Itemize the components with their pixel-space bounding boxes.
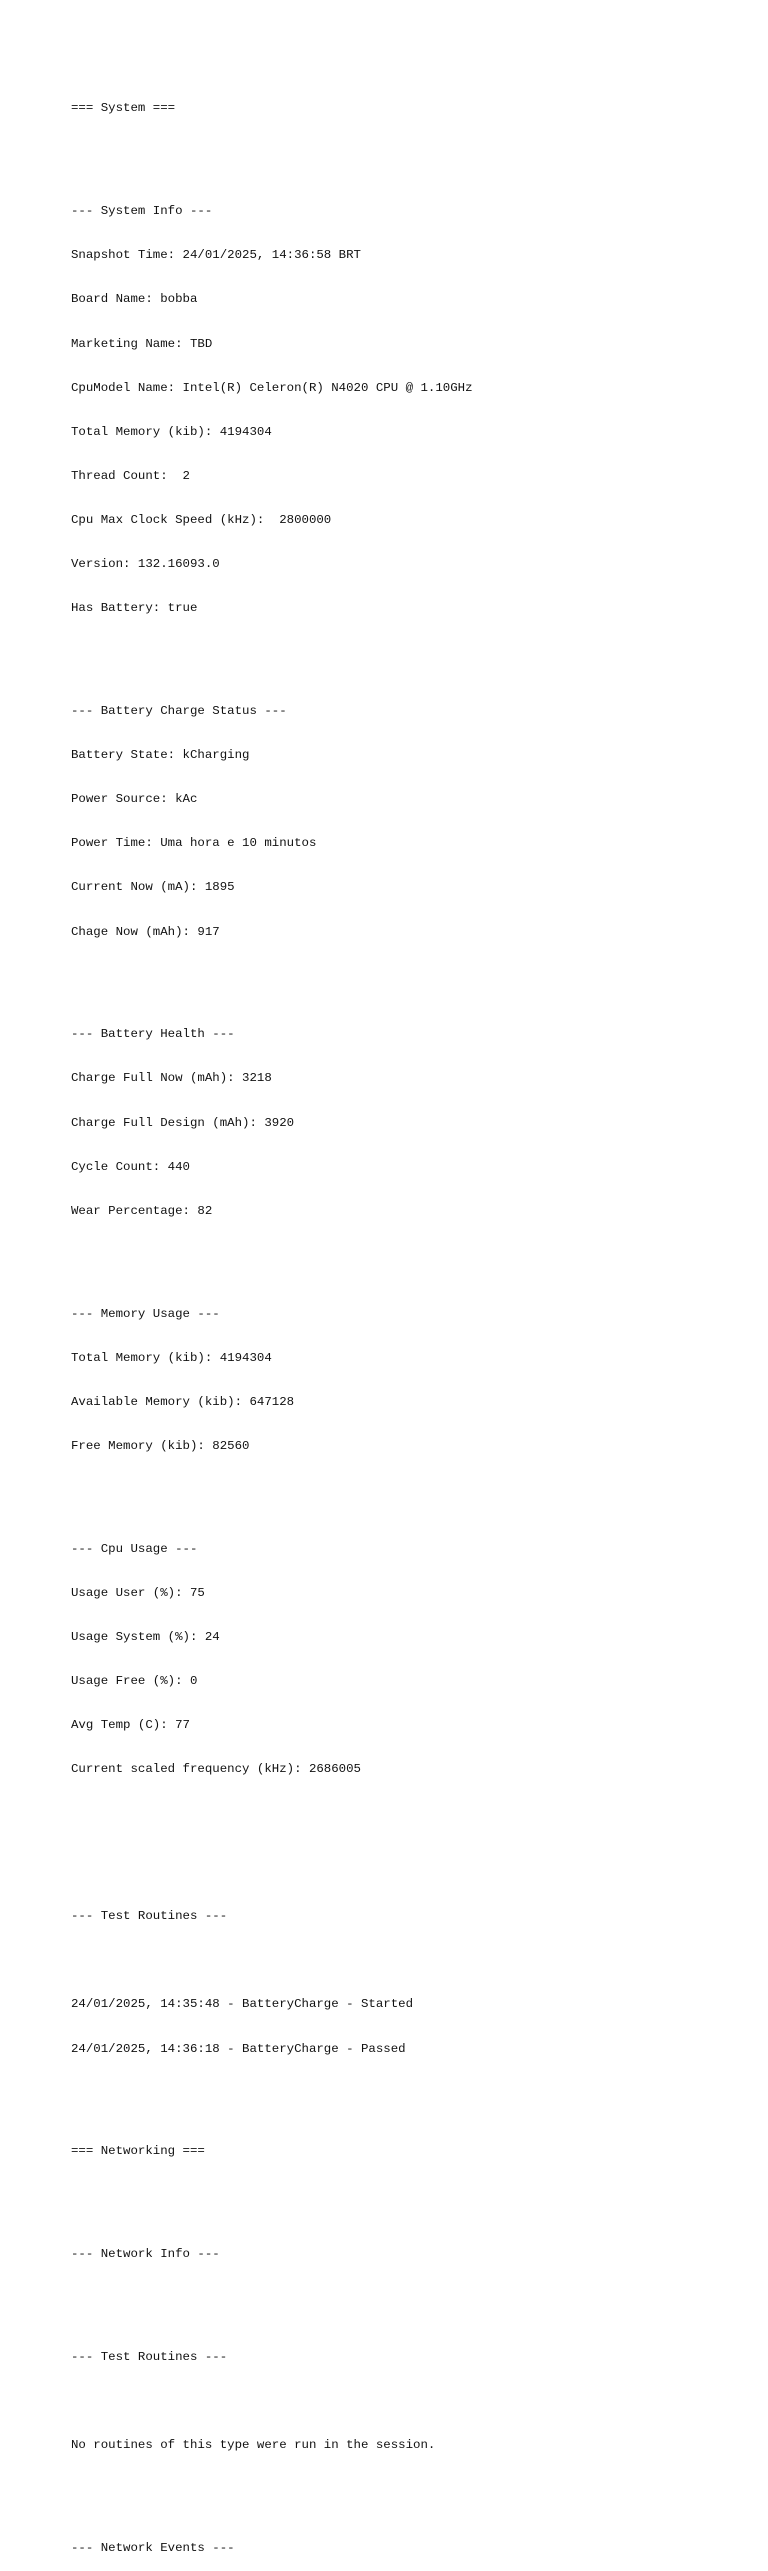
diagnostics-report bbox=[71, 72, 751, 2571]
cpu-model-name: CpuModel Name: Intel(R) Celeron(R) N4020 CPU @ 1.10GHz bbox=[71, 380, 473, 395]
charge-full-design: Charge Full Design (mAh): 3920 bbox=[71, 1115, 295, 1130]
total-memory: Total Memory (kib): 4194304 bbox=[71, 424, 272, 439]
usage-free: Usage Free (%): 0 bbox=[71, 1674, 198, 1689]
no-routines-message: No routines of this type were run in the session. bbox=[71, 2438, 436, 2453]
routine-entry: 24/01/2025, 14:36:18 - BatteryCharge - Passed bbox=[71, 2041, 406, 2056]
avg-temp: Avg Temp (C): 77 bbox=[71, 1718, 190, 1733]
spacer bbox=[71, 2394, 751, 2409]
usage-user: Usage User (%): 75 bbox=[71, 1585, 205, 1600]
spacer bbox=[71, 969, 751, 984]
network-test-routines-heading: --- Test Routines --- bbox=[71, 2350, 228, 2365]
memory-usage-heading: --- Memory Usage --- bbox=[71, 1306, 220, 1321]
spacer bbox=[71, 146, 751, 161]
system-info-heading: --- System Info --- bbox=[71, 204, 213, 219]
cpu-max-clock: Cpu Max Clock Speed (kHz): 2800000 bbox=[71, 512, 332, 527]
board-name: Board Name: bobba bbox=[71, 292, 198, 307]
spacer bbox=[71, 2086, 751, 2101]
charge-full-now: Charge Full Now (mAh): 3218 bbox=[71, 1071, 272, 1086]
memory-total: Total Memory (kib): 4194304 bbox=[71, 1350, 272, 1365]
spacer bbox=[71, 1806, 751, 1821]
battery-state: Battery State: kCharging bbox=[71, 748, 250, 763]
system-test-routines-heading: --- Test Routines --- bbox=[71, 1909, 228, 1924]
spacer bbox=[71, 2291, 751, 2306]
spacer bbox=[71, 1850, 751, 1865]
network-info-heading: --- Network Info --- bbox=[71, 2247, 220, 2262]
network-events-heading: --- Network Events --- bbox=[71, 2541, 235, 2556]
charge-now: Chage Now (mAh): 917 bbox=[71, 924, 220, 939]
usage-system: Usage System (%): 24 bbox=[71, 1630, 220, 1645]
spacer bbox=[71, 645, 751, 660]
wear-percentage: Wear Percentage: 82 bbox=[71, 1203, 213, 1218]
spacer bbox=[71, 1953, 751, 1968]
thread-count: Thread Count: 2 bbox=[71, 468, 190, 483]
scaled-frequency: Current scaled frequency (kHz): 2686005 bbox=[71, 1762, 361, 1777]
spacer bbox=[71, 1248, 751, 1263]
version: Version: 132.16093.0 bbox=[71, 557, 220, 572]
spacer bbox=[71, 1483, 751, 1498]
cpu-usage-heading: --- Cpu Usage --- bbox=[71, 1541, 198, 1556]
power-source: Power Source: kAc bbox=[71, 792, 198, 807]
current-now: Current Now (mA): 1895 bbox=[71, 880, 235, 895]
spacer bbox=[71, 2483, 751, 2498]
marketing-name: Marketing Name: TBD bbox=[71, 336, 213, 351]
routine-entry: 24/01/2025, 14:35:48 - BatteryCharge - Started bbox=[71, 1997, 414, 2012]
has-battery: Has Battery: true bbox=[71, 601, 198, 616]
system-heading: === System === bbox=[71, 101, 176, 116]
networking-heading: === Networking === bbox=[71, 2144, 205, 2159]
battery-charge-heading: --- Battery Charge Status --- bbox=[71, 704, 287, 719]
spacer bbox=[71, 2189, 751, 2204]
power-time: Power Time: Uma hora e 10 minutos bbox=[71, 836, 317, 851]
memory-free: Free Memory (kib): 82560 bbox=[71, 1438, 250, 1453]
cycle-count: Cycle Count: 440 bbox=[71, 1159, 190, 1174]
memory-available: Available Memory (kib): 647128 bbox=[71, 1394, 295, 1409]
snapshot-time: Snapshot Time: 24/01/2025, 14:36:58 BRT bbox=[71, 248, 361, 263]
battery-health-heading: --- Battery Health --- bbox=[71, 1027, 235, 1042]
